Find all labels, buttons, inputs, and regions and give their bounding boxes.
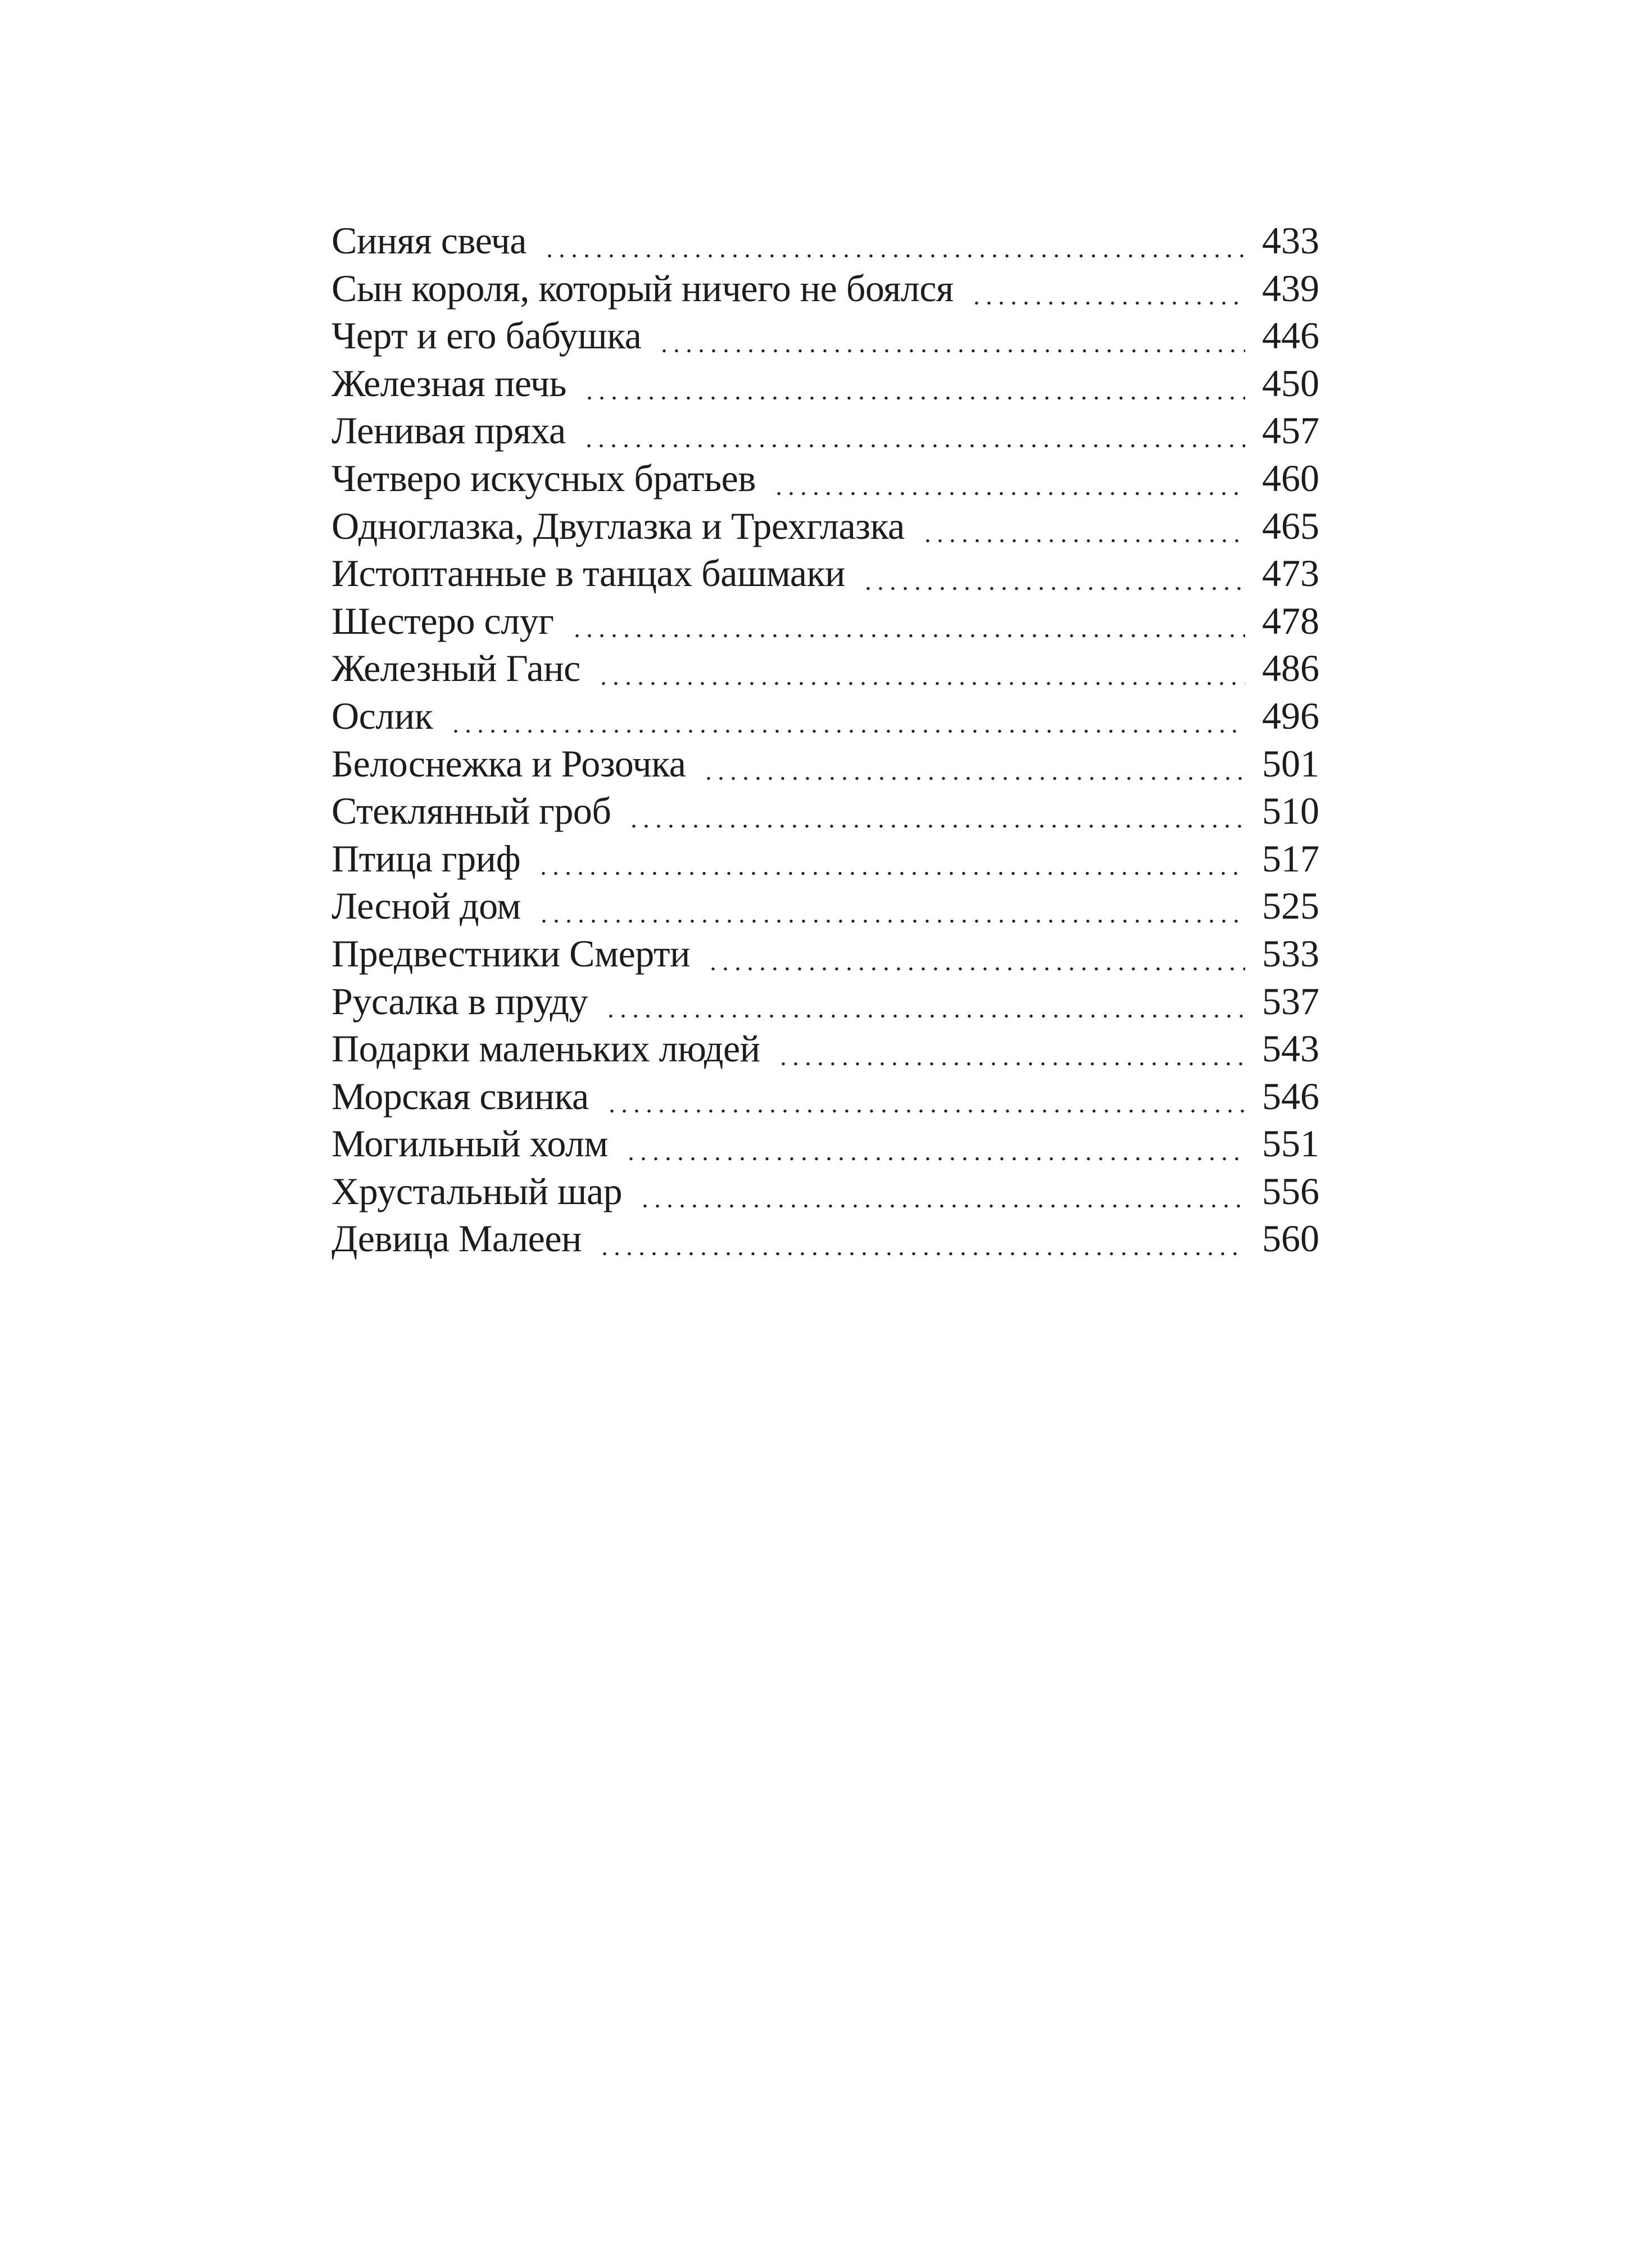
- toc-row: [332, 502, 1319, 550]
- toc-entry-title: Ленивая пряха: [332, 409, 566, 452]
- leader-dots: [861, 549, 1245, 597]
- toc-entry-title: Русалка в пруду: [332, 979, 588, 1023]
- toc-entry-page: 460: [1262, 456, 1319, 499]
- toc-row: [332, 1168, 1319, 1215]
- leader-dots: [969, 265, 1245, 312]
- toc-entry-page: 465: [1262, 504, 1319, 547]
- leader-dots: [597, 1215, 1245, 1262]
- toc-row: [332, 1215, 1319, 1262]
- leader-dots: [657, 312, 1245, 360]
- toc-entry-title: Сын короля, который ничего не боялся: [332, 266, 954, 310]
- toc-entry-page: 543: [1262, 1027, 1319, 1070]
- leader-dots: [596, 644, 1245, 692]
- toc-entry-title: Стеклянный гроб: [332, 789, 611, 833]
- toc-row: [332, 1120, 1319, 1168]
- leader-dots: [582, 360, 1245, 407]
- leader-dots: [603, 978, 1245, 1025]
- toc-entry-title: Подарки маленьких людей: [332, 1027, 760, 1070]
- toc-entry-title: Одноглазка, Двуглазка и Трехглазка: [332, 504, 905, 547]
- toc-row: [332, 455, 1319, 502]
- leader-dots: [536, 835, 1245, 883]
- leader-dots: [537, 882, 1245, 930]
- toc-row: [332, 692, 1319, 740]
- toc-entry-title: Синяя свеча: [332, 219, 527, 262]
- toc-entry-title: Девица Малеен: [332, 1217, 582, 1260]
- leader-dots: [701, 740, 1245, 788]
- toc-row: [332, 312, 1319, 360]
- toc-row: [332, 597, 1319, 645]
- leader-dots: [570, 597, 1245, 645]
- toc-row: [332, 1025, 1319, 1073]
- toc-entry-title: Белоснежка и Розочка: [332, 742, 686, 785]
- toc-entry-title: Лесной дом: [332, 884, 521, 928]
- toc-entry-title: Черт и его бабушка: [332, 314, 642, 357]
- leader-dots: [582, 407, 1245, 455]
- toc-entry-page: 533: [1262, 932, 1319, 975]
- toc-entry-title: Шестеро слуг: [332, 599, 554, 642]
- toc-entry-title: Истоптанные в танцах башмаки: [332, 552, 845, 595]
- leader-dots: [638, 1168, 1245, 1215]
- toc-entry-page: 537: [1262, 979, 1319, 1023]
- toc-entry-page: 556: [1262, 1169, 1319, 1212]
- toc-row: [332, 835, 1319, 883]
- toc-row: [332, 978, 1319, 1025]
- toc-row: [332, 644, 1319, 692]
- toc-row: [332, 217, 1319, 265]
- toc-entry-page: 560: [1262, 1217, 1319, 1260]
- toc-entry-page: 473: [1262, 552, 1319, 595]
- toc-row: [332, 360, 1319, 407]
- toc-entry-page: 446: [1262, 314, 1319, 357]
- toc-entry-title: Морская свинка: [332, 1074, 589, 1118]
- toc-row: [332, 407, 1319, 455]
- toc-entry-page: 501: [1262, 742, 1319, 785]
- toc-entry-page: 551: [1262, 1122, 1319, 1165]
- table-of-contents: [332, 217, 1319, 1262]
- leader-dots: [624, 1120, 1245, 1168]
- leader-dots: [605, 1073, 1245, 1120]
- leader-dots: [542, 217, 1245, 265]
- toc-entry-page: 457: [1262, 409, 1319, 452]
- toc-entry-page: 478: [1262, 599, 1319, 642]
- toc-entry-title: Предвестники Смерти: [332, 932, 690, 975]
- toc-row: [332, 740, 1319, 788]
- leader-dots: [776, 1025, 1245, 1073]
- toc-entry-title: Птица гриф: [332, 837, 521, 880]
- leader-dots: [771, 455, 1245, 502]
- toc-row: [332, 882, 1319, 930]
- leader-dots: [706, 930, 1245, 978]
- toc-entry-page: 433: [1262, 219, 1319, 262]
- toc-entry-page: 517: [1262, 837, 1319, 880]
- toc-entry-title: Ослик: [332, 694, 433, 737]
- toc-row: [332, 930, 1319, 978]
- toc-entry-title: Могильный холм: [332, 1122, 608, 1165]
- leader-dots: [920, 502, 1245, 550]
- leader-dots: [448, 692, 1245, 740]
- toc-entry-title: Хрустальный шар: [332, 1169, 623, 1212]
- toc-row: [332, 787, 1319, 835]
- toc-row: [332, 1073, 1319, 1120]
- toc-entry-page: 525: [1262, 884, 1319, 928]
- toc-entry-title: Железный Ганс: [332, 647, 580, 690]
- toc-entry-page: 510: [1262, 789, 1319, 833]
- toc-row: [332, 549, 1319, 597]
- toc-entry-title: Железная печь: [332, 361, 566, 405]
- toc-row: [332, 265, 1319, 312]
- toc-entry-page: 439: [1262, 266, 1319, 310]
- leader-dots: [627, 787, 1245, 835]
- toc-entry-page: 450: [1262, 361, 1319, 405]
- toc-entry-title: Четверо искусных братьев: [332, 456, 756, 499]
- toc-entry-page: 496: [1262, 694, 1319, 737]
- toc-entry-page: 486: [1262, 647, 1319, 690]
- toc-entry-page: 546: [1262, 1074, 1319, 1118]
